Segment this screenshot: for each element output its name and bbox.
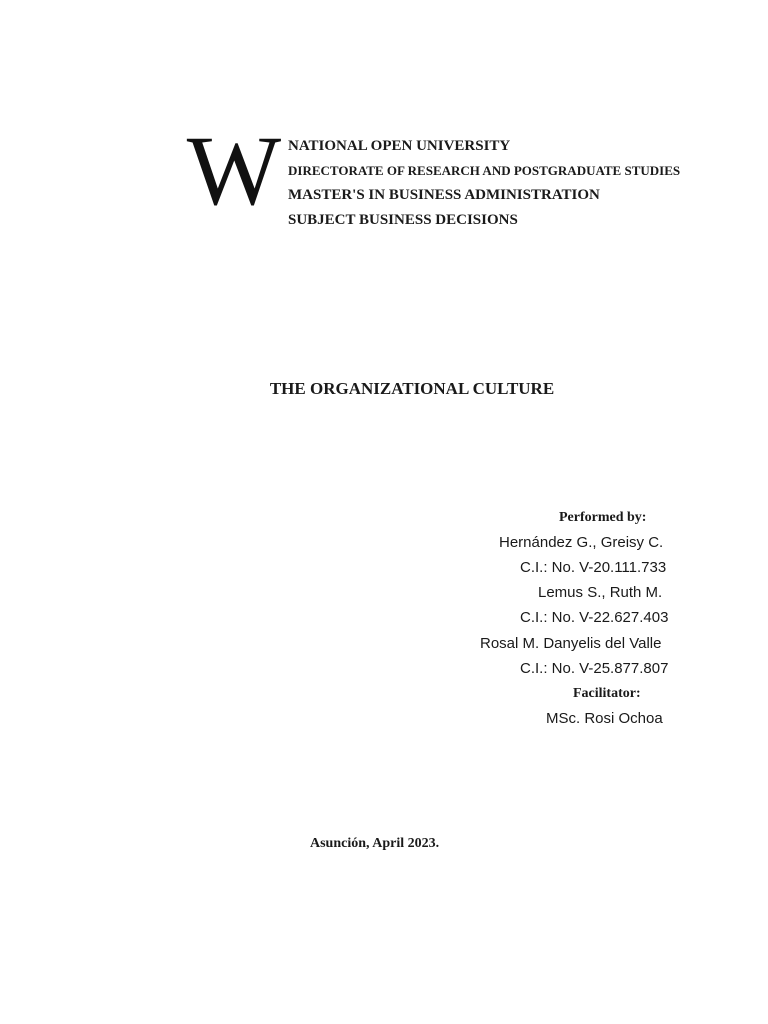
author-id-1: C.I.: No. V-20.111.733 [520, 559, 667, 576]
facilitator-name: MSc. Rosi Ochoa [546, 710, 663, 727]
author-id-2: C.I.: No. V-22.627.403 [520, 609, 669, 626]
author-name-3: Rosal M. Danyelis del Valle [480, 635, 662, 652]
svg-text:W: W [186, 116, 282, 216]
document-title: THE ORGANIZATIONAL CULTURE [269, 379, 555, 398]
university-name: NATIONAL OPEN UNIVERSITY [288, 138, 511, 154]
author-id-3: C.I.: No. V-25.877.807 [520, 660, 669, 677]
subject-name: SUBJECT BUSINESS DECISIONS [288, 212, 518, 228]
author-name-2: Lemus S., Ruth M. [538, 584, 663, 601]
program-name: MASTER'S IN BUSINESS ADMINISTRATION [288, 187, 600, 203]
place-date: Asunción, April 2023. [310, 836, 440, 851]
w-logo-icon [184, 116, 284, 216]
institution-header [288, 134, 680, 233]
author-name-1: Hernández G., Greisy C. [499, 534, 664, 551]
performed-by-label: Performed by: [559, 510, 647, 525]
directorate-name: DIRECTORATE OF RESEARCH AND POSTGRADUATE STUDIES [288, 163, 681, 178]
facilitator-label: Facilitator: [573, 686, 641, 701]
